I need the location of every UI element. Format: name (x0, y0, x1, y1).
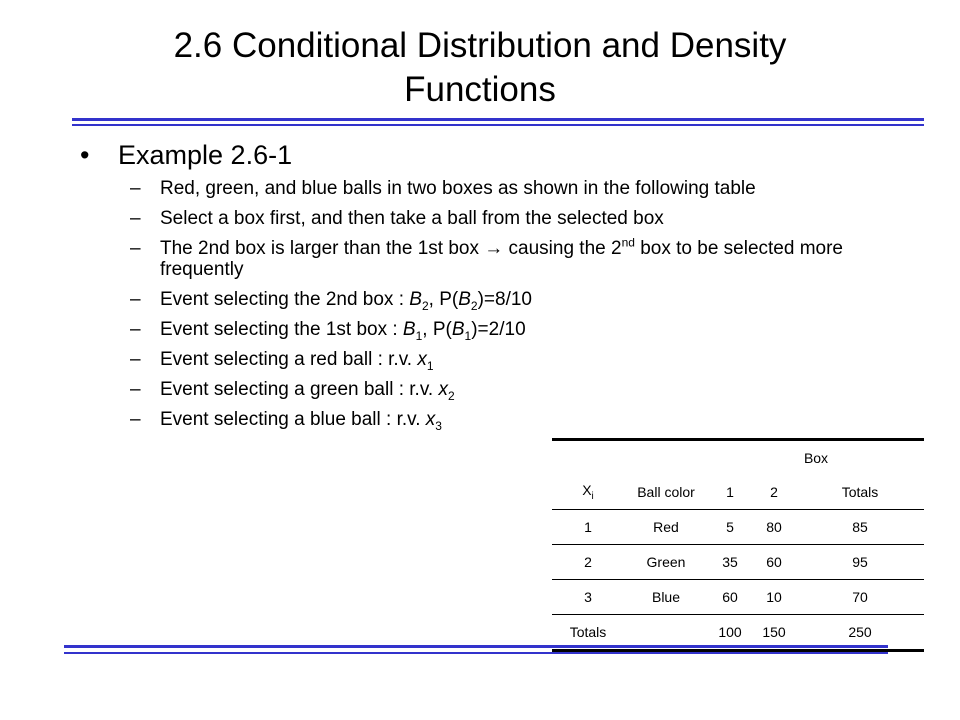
list-item: – Event selecting a green ball : r.v. $x_2$ (130, 379, 455, 403)
box-1-header: 1 (708, 475, 752, 510)
table-row: 2 Green 35 60 95 (552, 545, 924, 580)
list-item: – The 2nd box is larger than the 1st box → causing the 2nd box to be selected more frequently (130, 235, 844, 280)
box-2-header: 2 (752, 475, 796, 510)
right-arrow-icon: → (484, 238, 504, 259)
xi-header: $X_i$ (552, 475, 624, 510)
main-bullet (80, 138, 292, 172)
ball-color-header: Ball color (624, 475, 708, 510)
list-item: – Event selecting a blue ball : r.v. $x_3$ (130, 409, 442, 433)
totals-row: Totals 100 150 250 (552, 615, 924, 651)
footer-rule-bottom (64, 652, 888, 654)
list-item: – Red, green, and blue balls in two boxes as shown in the following table (130, 178, 756, 199)
main-bullet-text: Example 2.6-1 (118, 140, 293, 170)
footer-rule-top (64, 645, 888, 648)
totals-header: Totals (796, 475, 924, 510)
table-header-row (552, 475, 924, 510)
title-line-2: Functions (404, 70, 556, 109)
list-item: – Event selecting a red ball : r.v. $x_1$ (130, 349, 434, 373)
slide-title (60, 24, 900, 112)
list-item: – Select a box first, and then take a ball from the selected box (130, 208, 664, 229)
table-row: 3 Blue 60 10 70 (552, 580, 924, 615)
box-header: Box (708, 440, 924, 476)
list-item: – Event selecting the 1st box : $B_1$, $P(B_1)=2/10$ (130, 319, 526, 343)
title-rule-top (72, 118, 924, 121)
table-header-row (552, 440, 924, 476)
bullet-dot: • (80, 140, 90, 170)
box-ball-table (552, 438, 924, 652)
list-item: – Event selecting the 2nd box : $B_2$, $P(B_2)=8/10$ (130, 289, 532, 313)
data-table (552, 438, 924, 652)
title-rule-bottom (72, 124, 924, 126)
table-row: 1 Red 5 80 85 (552, 510, 924, 545)
title-line-1: 2.6 Conditional Distribution and Density (173, 26, 787, 65)
sub-bullet-list (130, 178, 850, 439)
